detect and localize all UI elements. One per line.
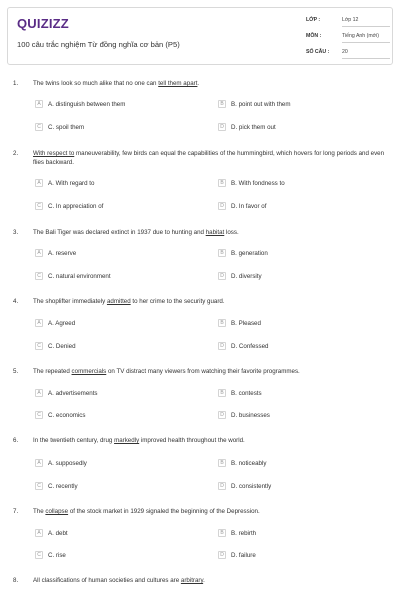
option-text: D. businesses [231,411,270,419]
option-text: B. noticeably [231,459,267,467]
quizizz-logo[interactable]: QUIZIZZ [17,16,69,31]
option-letter-badge: B [218,179,226,187]
question-number: 2. [13,150,19,157]
option-letter-badge: B [218,249,226,257]
question-text: The Bali Tiger was declared extinct in 1937 due to hunting and habitat loss. [33,229,239,236]
option-letter-badge: D [218,123,226,131]
option-letter-badge: C [35,272,43,280]
option-letter-badge: D [218,482,226,490]
option-text: C. economics [48,411,86,419]
option-text: D. diversity [231,272,262,280]
option-letter-badge: A [35,179,43,187]
underlined-phrase: admitted [106,298,131,305]
option-text: C. spoil them [48,123,85,131]
option-letter-badge: D [218,202,226,210]
option-text: A. With regard to [48,179,95,187]
option-letter-badge: A [35,100,43,108]
option-text: B. contests [231,389,262,397]
question-number: 5. [13,368,19,375]
option-text: D. failure [231,551,256,559]
option-text: D. consistently [231,482,272,490]
option-text: A. distinguish between them [48,100,126,108]
question-number: 4. [13,298,19,305]
option-text: B. point out with them [231,100,291,108]
question-text: With respect to maneuverability, few birds can equal the capabilities of the hummingbird, which hovers for long periods and even flies backward. [33,150,385,166]
option-text: C. recently [48,482,78,490]
option-letter-badge: D [218,272,226,280]
option-text: B. generation [231,249,268,257]
option-text: B. Pleased [231,319,261,327]
class-label: LỚP : [306,17,321,23]
option-letter-badge: B [218,389,226,397]
question-text: All classifications of human societies and cultures are arbitrary. [33,577,205,584]
option-text: C. Denied [48,342,76,350]
option-letter-badge: C [35,411,43,419]
underlined-phrase: tell them apart [158,80,198,87]
subject-value: Tiếng Anh (mới) [342,33,390,43]
option-letter-badge: A [35,249,43,257]
option-text: A. reserve [48,249,77,257]
question-number: 7. [13,508,19,515]
option-letter-badge: A [35,529,43,537]
question-number: 3. [13,229,19,236]
option-letter-badge: B [218,459,226,467]
question-text: The shoplifter immediately admitted to her crime to the security guard. [33,298,225,305]
option-letter-badge: C [35,482,43,490]
count-label: SỐ CÂU : [306,49,330,55]
question-text: The collapse of the stock market in 1929 signaled the beginning of the Depression. [33,508,260,515]
option-text: C. natural environment [48,272,111,280]
option-letter-badge: C [35,123,43,131]
option-text: D. pick them out [231,123,276,131]
option-letter-badge: B [218,319,226,327]
question-number: 1. [13,80,19,87]
option-text: A. supposedly [48,459,87,467]
question-text: The repeated commercials on TV distract many viewers from watching their favorite programmes. [33,368,300,375]
option-text: C. rise [48,551,66,559]
worksheet-header [7,7,393,65]
option-text: A. advertisements [48,389,98,397]
option-text: D. Confessed [231,342,269,350]
underlined-phrase: arbitrary [180,577,204,584]
underlined-phrase: habitat [205,229,225,236]
option-letter-badge: A [35,389,43,397]
option-text: D. In favor of [231,202,267,210]
option-letter-badge: A [35,319,43,327]
option-letter-badge: D [218,342,226,350]
worksheet-title: 100 câu trắc nghiệm Từ đồng nghĩa cơ bản (P5) [17,40,180,49]
option-letter-badge: D [218,551,226,559]
question-text: In the twentieth century, drug markedly improved health throughout the world. [33,437,245,444]
question-number: 6. [13,437,19,444]
option-letter-badge: C [35,202,43,210]
subject-label: MÔN : [306,33,322,39]
option-text: A. debt [48,529,68,537]
option-letter-badge: B [218,529,226,537]
option-text: C. In appreciation of [48,202,104,210]
option-letter-badge: C [35,551,43,559]
option-text: B. With fondness to [231,179,285,187]
option-text: A. Agreed [48,319,76,327]
underlined-phrase: markedly [114,437,140,444]
question-text: The twins look so much alike that no one can tell them apart. [33,80,200,87]
option-letter-badge: B [218,100,226,108]
underlined-phrase: commercials [71,368,107,375]
underlined-phrase: collapse [45,508,69,515]
option-letter-badge: D [218,411,226,419]
count-value: 20 [342,49,390,59]
question-number: 8. [13,577,19,584]
option-letter-badge: C [35,342,43,350]
underlined-phrase: With respect to [33,150,75,157]
option-letter-badge: A [35,459,43,467]
option-text: B. rebirth [231,529,257,537]
class-value: Lớp 12 [342,17,390,27]
